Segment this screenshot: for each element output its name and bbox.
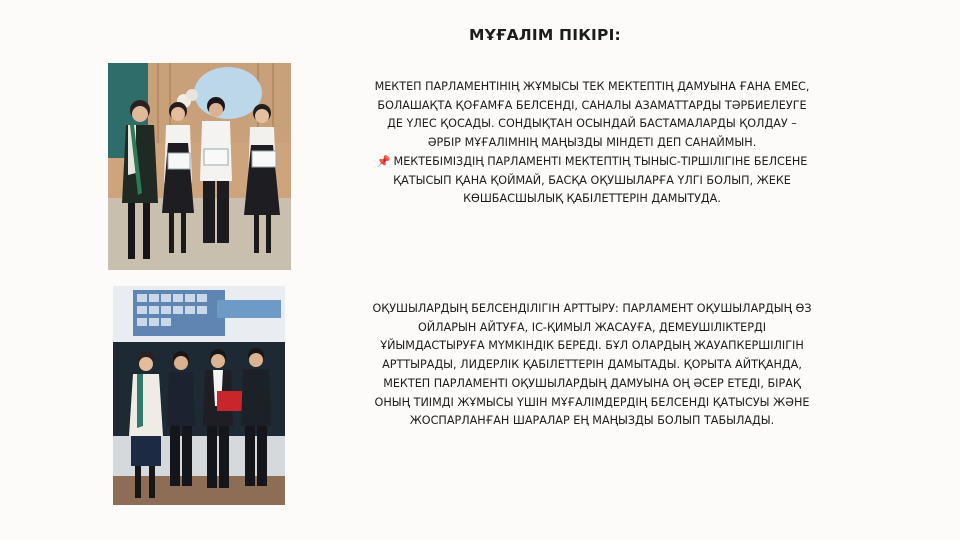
award-ceremony-image (108, 63, 291, 270)
pushpin-icon: 📌 (376, 154, 391, 168)
paragraph-1-text: МЕКТЕП ПАРЛАМЕНТІНІҢ ЖҰМЫСЫ ТЕК МЕКТЕПТІҢ ДАМУЫНА ҒАНА ЕМЕС, БОЛАШАҚТА ҚОҒАМҒА БЕЛСЕНДІ, САНАЛЫ АЗАМАТТАРДЫ ТӘРБИЕЛЕУГЕ ДЕ ҮЛЕС ҚОСАДЫ. СОНДЫҚТАН ОСЫНДАЙ БАСТАМАЛАРДЫ ҚОЛДАУ – ӘРБІР МҰҒАЛІМНІҢ МАҢЫЗДЫ МІНДЕТІ ДЕП САНАЙМЫН. (374, 80, 810, 150)
photo-award-ceremony (108, 63, 291, 270)
student-activity-paragraph: ОҚУШЫЛАРДЫҢ БЕЛСЕНДІЛІГІН АРТТЫРУ: ПАРЛАМЕНТ ОҚУШЫЛАРДЫҢ ӨЗ ОЙЛАРЫН АЙТУҒА, ІС-ҚИМЫЛ ЖАСАУҒА, ДЕМЕУШІЛІКТЕРДІ ҰЙЫМДАСТЫРУҒА МҮМКІНДІК БЕРЕДІ. БҰЛ ОЛАРДЫҢ ЖАУАПКЕРШІЛІГІН АРТТЫРАДЫ, ЛИДЕРЛІК ҚАБІЛЕТТЕРІН ДАМЫТАДЫ. ҚОРЫТА АЙТҚАНДА, МЕКТЕП ПАРЛАМЕНТІ ОҚУШЫЛАРДЫҢ ДАМУЫНА ОҢ ӘСЕР ЕТЕДІ, БІРАҚ ОНЫҢ ТИІМДІ ЖҰМЫСЫ ҮШІН МҰҒАЛІМДЕРДІҢ БЕЛСЕНДІ ҚАТЫСУЫ ЖӘНЕ ЖОСПАРЛАНҒАН ШАРАЛАР ЕҢ МАҢЫЗДЫ БОЛЫП ТАБЫЛАДЫ. (372, 302, 812, 428)
slide-title: МҰҒАЛІМ ПІКІРІ: (469, 26, 621, 44)
classroom-group-image (113, 286, 285, 505)
paragraph-1b-text: МЕКТЕБІМІЗДІҢ ПАРЛАМЕНТІ МЕКТЕПТІҢ ТЫНЫС-ТІРШІЛІГІНЕ БЕЛСЕНЕ ҚАТЫСЫП ҚАНА ҚОЙМАЙ, БАСҚА ОҚУШЫЛАРҒА ҮЛГІ БОЛЫП, ЖЕКЕ КӨШБАСШЫЛЫҚ ҚАБІЛЕТТЕРІН ДАМЫТУДА. (393, 154, 808, 206)
teacher-opinion-paragraph (372, 78, 812, 209)
photo-classroom-group (113, 286, 285, 505)
